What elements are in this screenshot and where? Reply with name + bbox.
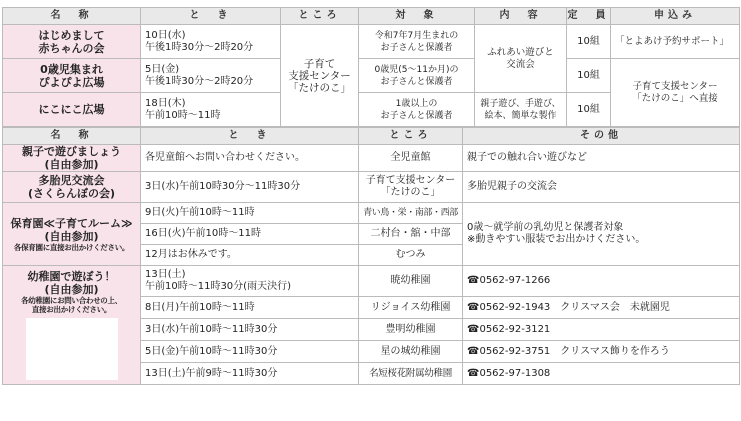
event-time: 13日(土)午前9時～11時30分 bbox=[141, 363, 359, 385]
event-content: ふれあい遊びと 交流会 bbox=[475, 25, 567, 93]
event-time: 13日(土) 午前10時～11時30分(雨天決行) bbox=[141, 266, 359, 297]
event-apply: 「とよあけ予約サポート」 bbox=[611, 25, 740, 59]
event-place: 星の城幼稚園 bbox=[359, 341, 463, 363]
header-target: 対 象 bbox=[359, 8, 475, 25]
event-target: 0歳児(5～11か月)の お子さんと保護者 bbox=[359, 59, 475, 93]
header-content: 内 容 bbox=[475, 8, 567, 25]
event-other: 多胎児親子の交流会 bbox=[463, 172, 740, 203]
event-table-top bbox=[2, 7, 740, 127]
event-place: 青い鳥・栄・南部・西部 bbox=[359, 203, 463, 224]
table-row bbox=[3, 203, 740, 224]
event-place: むつみ bbox=[359, 245, 463, 266]
event-time: 3日(水)午前10時30分～11時30分 bbox=[141, 172, 359, 203]
event-place: 二村台・舘・中部 bbox=[359, 224, 463, 245]
event-other: ☎0562-92-3121 bbox=[463, 319, 740, 341]
event-time: 各児童館へお問い合わせください。 bbox=[141, 145, 359, 172]
event-time: 9日(火)午前10時～11時 bbox=[141, 203, 359, 224]
event-place: 名短桜花附属幼稚園 bbox=[359, 363, 463, 385]
youchien-name-cell bbox=[3, 266, 141, 385]
event-capacity: 10組 bbox=[567, 93, 611, 127]
header-capacity: 定 員 bbox=[567, 8, 611, 25]
table-row bbox=[3, 25, 740, 59]
header-name: 名 称 bbox=[3, 8, 141, 25]
event-place: 暁幼稚園 bbox=[359, 266, 463, 297]
event-time: 3日(水)午前10時～11時30分 bbox=[141, 319, 359, 341]
event-capacity: 10組 bbox=[567, 59, 611, 93]
event-target: 令和7年7月生まれの お子さんと保護者 bbox=[359, 25, 475, 59]
hoikuen-note: 各保育園に直接お出かけください。 bbox=[13, 242, 130, 252]
header-time: と き bbox=[141, 8, 281, 25]
event-time: 12月はお休みです。 bbox=[141, 245, 359, 266]
event-target: 1歳以上の お子さんと保護者 bbox=[359, 93, 475, 127]
event-place: 子育て 支援センター 「たけのこ」 bbox=[281, 25, 359, 127]
event-time: 8日(月)午前10時～11時 bbox=[141, 297, 359, 319]
table-header-row bbox=[3, 128, 740, 145]
event-time: 10日(水) 午後1時30分～2時20分 bbox=[141, 25, 281, 59]
event-place: リジョイス幼稚園 bbox=[359, 297, 463, 319]
youchien-note: 各幼稚園にお問い合わせの上、 直接お出かけください。 bbox=[21, 296, 122, 314]
event-other: ☎0562-92-1943 クリスマス会 未就園児 bbox=[463, 297, 740, 319]
event-time: 5日(金)午前10時～11時30分 bbox=[141, 341, 359, 363]
event-name: 0歳児集まれ ぴよぴよ広場 bbox=[3, 59, 141, 93]
event-other: 親子での触れ合い遊びなど bbox=[463, 145, 740, 172]
event-table-bottom bbox=[2, 127, 740, 385]
table-row bbox=[3, 266, 740, 297]
youchien-name: 幼稚園で遊ぼう！ (自由参加) bbox=[27, 270, 116, 296]
event-other: ☎0562-97-1308 bbox=[463, 363, 740, 385]
header-apply: 申込み bbox=[611, 8, 740, 25]
event-name: にこにこ広場 bbox=[3, 93, 141, 127]
event-place: 子育て支援センター 「たけのこ」 bbox=[359, 172, 463, 203]
header-place: ところ bbox=[281, 8, 359, 25]
event-name: はじめまして 赤ちゃんの会 bbox=[3, 25, 141, 59]
table-header-row bbox=[3, 8, 740, 25]
event-other: ☎0562-92-3751 クリスマス飾りを作ろう bbox=[463, 341, 740, 363]
event-time: 16日(火)午前10時～11時 bbox=[141, 224, 359, 245]
event-time: 5日(金) 午後1時30分～2時20分 bbox=[141, 59, 281, 93]
event-place: 全児童館 bbox=[359, 145, 463, 172]
event-name: 多胎児交流会 (さくらんぼの会) bbox=[3, 172, 141, 203]
header-time: と き bbox=[141, 128, 359, 145]
header-place: ところ bbox=[359, 128, 463, 145]
header-name: 名 称 bbox=[3, 128, 141, 145]
hoikuen-other: 0歳～就学前の乳幼児と保護者対象 ※動きやすい服装でお出かけください。 bbox=[463, 203, 740, 266]
hoikuen-name: 保育園≪子育てルーム≫ (自由参加) bbox=[10, 216, 133, 243]
event-place: 豊明幼稚園 bbox=[359, 319, 463, 341]
event-apply: 子育て支援センター 「たけのこ」へ直接 bbox=[611, 59, 740, 127]
table-row bbox=[3, 172, 740, 203]
blank-box bbox=[26, 318, 118, 380]
hoikuen-name-cell bbox=[3, 203, 141, 266]
event-name: 親子で遊びましょう (自由参加) bbox=[3, 145, 141, 172]
event-time: 18日(木) 午前10時～11時 bbox=[141, 93, 281, 127]
table-row bbox=[3, 59, 740, 93]
event-content: 親子遊び、手遊び、 絵本、簡単な製作 bbox=[475, 93, 567, 127]
header-other: その他 bbox=[463, 128, 740, 145]
event-capacity: 10組 bbox=[567, 25, 611, 59]
table-row bbox=[3, 145, 740, 172]
event-other: ☎0562-97-1266 bbox=[463, 266, 740, 297]
